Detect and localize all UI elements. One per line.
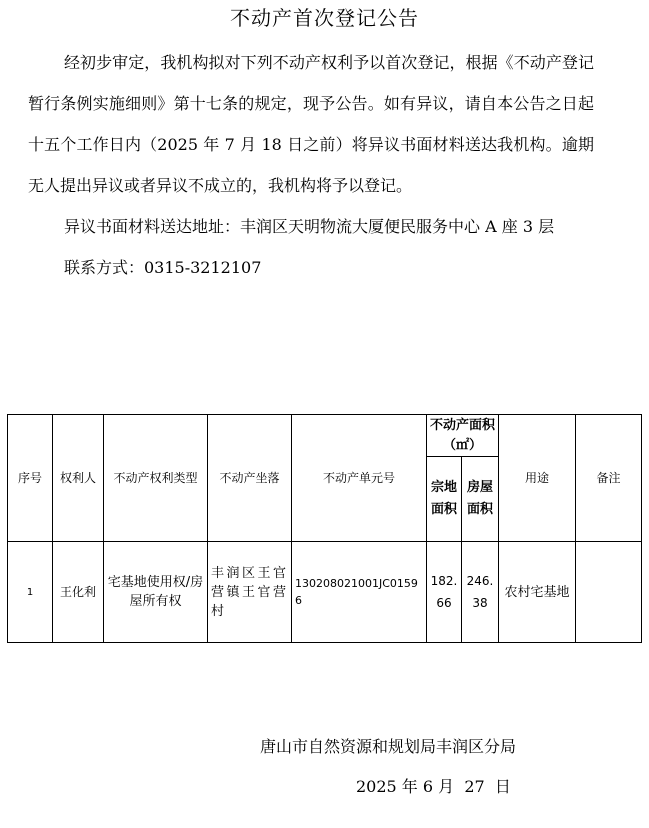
table-header-row [8, 415, 642, 457]
cell-location: 丰润区王官营镇王官营村 [208, 542, 292, 643]
registration-table [7, 414, 642, 643]
issuer-name: 唐山市自然资源和规划局丰润区分局 [260, 737, 517, 756]
objection-address: 异议书面材料送达地址：丰润区天明物流大厦便民服务中心 A 座 3 层 [64, 217, 555, 236]
header-unit-no: 不动产单元号 [292, 415, 427, 542]
cell-unit-no: 130208021001JC01596 [292, 542, 427, 643]
cell-right-type: 宅基地使用权/房屋所有权 [104, 542, 208, 643]
table-row [8, 542, 642, 643]
header-house-area: 房屋面积 [462, 457, 499, 542]
cell-house-area: 246.38 [462, 542, 499, 643]
header-owner: 权利人 [53, 415, 104, 542]
cell-seq: 1 [8, 542, 53, 643]
notice-paragraph-main: 经初步审定，我机构拟对下列不动产权利予以首次登记，根据《不动产登记暂行条例实施细则》第十七条的规定，现予公告。如有异议，请自本公告之日起十五个工作日内（2025 年 7 月 18 日之前）将异议书面材料送达我机构。逾期无人提出异议或者异议不成立的，我机构将予以登记。 [28, 53, 594, 195]
header-area: 不动产面积（㎡） [427, 415, 499, 457]
header-seq: 序号 [8, 415, 53, 542]
cell-remark [576, 542, 642, 643]
notice-title: 不动产首次登记公告 [230, 6, 419, 30]
contact-info: 联系方式：0315-3212107 [64, 258, 262, 277]
cell-land-area: 182.66 [427, 542, 462, 643]
cell-owner: 王化利 [53, 542, 104, 643]
header-usage: 用途 [499, 415, 576, 542]
header-location: 不动产坐落 [208, 415, 292, 542]
notice-body [28, 42, 594, 288]
header-remark: 备注 [576, 415, 642, 542]
issue-date: 2025 年 6 月 27 日 [356, 777, 511, 796]
cell-usage: 农村宅基地 [499, 542, 576, 643]
header-land-area: 宗地面积 [427, 457, 462, 542]
header-right-type: 不动产权利类型 [104, 415, 208, 542]
